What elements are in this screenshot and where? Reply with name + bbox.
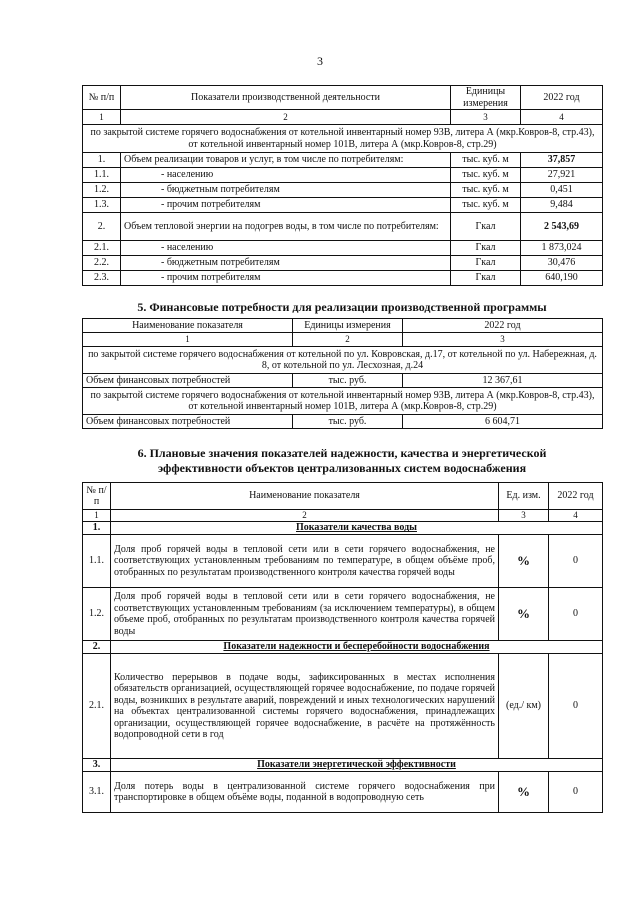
header-unit: Ед. изм. bbox=[499, 483, 549, 510]
group-header-row bbox=[83, 522, 603, 535]
row-value: 0 bbox=[549, 772, 603, 813]
row-unit: % bbox=[499, 588, 549, 641]
table-row bbox=[83, 271, 603, 286]
row-value: 0 bbox=[549, 654, 603, 759]
table-row bbox=[83, 772, 603, 813]
scope-text: по закрытой системе горячего водоснабжения от котельной инвентарный номер 93В, литера А (мкр.Ковров-8, стр.43), от котельной инвентарный номер 101В, литера А (мкр.Ковров-8, стр.29) bbox=[83, 125, 603, 153]
header-name: Наименование показателя bbox=[111, 483, 499, 510]
header-year: 2022 год bbox=[521, 86, 603, 110]
row-num: 1.3. bbox=[83, 198, 121, 213]
colnum: 1 bbox=[83, 333, 293, 347]
row-num: 2.1. bbox=[83, 654, 111, 759]
group-header-row bbox=[83, 759, 603, 772]
table-row bbox=[83, 256, 603, 271]
row-text: Доля проб горячей воды в тепловой сети или в сети горячего водоснабжения, не соответствующих установленным требованиям по температуре, в общем объёме проб, отобранных по результатам производственного контроля качества горячей воды bbox=[111, 535, 499, 588]
table-header-row bbox=[83, 86, 603, 110]
row-unit: % bbox=[499, 772, 549, 813]
section5-title: 5. Финансовые потребности для реализации производственной программы bbox=[137, 300, 547, 314]
table-row bbox=[83, 153, 603, 168]
colnum: 3 bbox=[499, 510, 549, 522]
table-row bbox=[83, 241, 603, 256]
row-unit: (ед./ км) bbox=[499, 654, 549, 759]
row-unit: тыс. куб. м bbox=[451, 153, 521, 168]
row-unit: тыс. куб. м bbox=[451, 183, 521, 198]
table-row bbox=[83, 183, 603, 198]
page-number: 3 bbox=[317, 54, 323, 68]
table-row bbox=[83, 198, 603, 213]
table-row bbox=[83, 415, 603, 429]
row-value: 2 543,69 bbox=[521, 213, 603, 241]
row-name: Объем реализации товаров и услуг, в том числе по потребителям: bbox=[121, 153, 451, 168]
scope-text: по закрытой системе горячего водоснабжения от котельной инвентарный номер 93В, литера А (мкр.Ковров-8, стр.43), от котельной инвентарный номер 101В, литера А (мкр.Ковров-8, стр.29) bbox=[83, 388, 603, 415]
column-number-row bbox=[83, 110, 603, 125]
header-year: 2022 год bbox=[549, 483, 603, 510]
header-name: Показатели производственной деятельности bbox=[121, 86, 451, 110]
row-value: 12 367,61 bbox=[403, 374, 603, 388]
row-unit: Гкал bbox=[451, 256, 521, 271]
table-header-row bbox=[83, 483, 603, 510]
header-num: № п/п bbox=[83, 483, 111, 510]
row-name: - населению bbox=[121, 241, 451, 256]
row-value: 0 bbox=[549, 535, 603, 588]
table-row bbox=[83, 374, 603, 388]
row-num: 2. bbox=[83, 213, 121, 241]
reliability-indicators-table bbox=[82, 482, 603, 813]
row-unit: тыс. куб. м bbox=[451, 168, 521, 183]
row-name: - бюджетным потребителям bbox=[121, 256, 451, 271]
colnum: 3 bbox=[451, 110, 521, 125]
row-unit: тыс. куб. м bbox=[451, 198, 521, 213]
row-text: Доля потерь воды в централизованной системе горячего водоснабжения при транспортировке в общем объёме воды, поданной в водопроводную сеть bbox=[111, 772, 499, 813]
row-text: Доля проб горячей воды в тепловой сети или в сети горячего водоснабжения, не соответствующих установленным требованиям (за исключением температуры), в общем объеме проб, отобранных по результатам производственного контроля качества горячей воды bbox=[111, 588, 499, 641]
row-value: 27,921 bbox=[521, 168, 603, 183]
production-indicators-table bbox=[82, 85, 603, 286]
row-value: 640,190 bbox=[521, 271, 603, 286]
group-num: 1. bbox=[83, 522, 111, 535]
header-name: Наименование показателя bbox=[83, 319, 293, 333]
row-num: 1.2. bbox=[83, 588, 111, 641]
row-unit: % bbox=[499, 535, 549, 588]
header-unit: Единицы измерения bbox=[451, 86, 521, 110]
colnum: 2 bbox=[111, 510, 499, 522]
column-number-row bbox=[83, 510, 603, 522]
scope-row bbox=[83, 125, 603, 153]
row-value: 9,484 bbox=[521, 198, 603, 213]
section6-title-line1: 6. Плановые значения показателей надежности, качества и энергетической bbox=[137, 446, 547, 460]
colnum: 2 bbox=[121, 110, 451, 125]
row-value: 6 604,71 bbox=[403, 415, 603, 429]
row-num: 1.2. bbox=[83, 183, 121, 198]
table-row bbox=[83, 654, 603, 759]
row-name: Объем тепловой энергии на подогрев воды, в том числе по потребителям: bbox=[121, 213, 451, 241]
header-num: № п/п bbox=[83, 86, 121, 110]
row-unit: Гкал bbox=[451, 241, 521, 256]
column-number-row bbox=[83, 333, 603, 347]
row-name: - прочим потребителям bbox=[121, 271, 451, 286]
row-value: 1 873,024 bbox=[521, 241, 603, 256]
row-value: 0 bbox=[549, 588, 603, 641]
row-unit: Гкал bbox=[451, 271, 521, 286]
row-unit: Гкал bbox=[451, 213, 521, 241]
row-num: 2.3. bbox=[83, 271, 121, 286]
row-unit: тыс. руб. bbox=[293, 415, 403, 429]
colnum: 1 bbox=[83, 110, 121, 125]
table-row bbox=[83, 588, 603, 641]
group-title: Показатели энергетической эффективности bbox=[111, 759, 603, 772]
row-name: - бюджетным потребителям bbox=[121, 183, 451, 198]
row-unit: тыс. руб. bbox=[293, 374, 403, 388]
section6-title-line2: эффективности объектов централизованных систем водоснабжения bbox=[157, 461, 527, 475]
group-header-row bbox=[83, 641, 603, 654]
row-name: Объем финансовых потребностей bbox=[83, 374, 293, 388]
row-text: Количество перерывов в подаче воды, зафиксированных в местах исполнения обязательств организацией, осуществляющей горячее водоснабжение, по подаче горячей воды, возникших в результате аварий, повреждений и иных технологических нарушений на объектах централизованной системы горячего водоснабжения, принадлежащих организации, осуществляющей горячее водоснабжение, в расчёте на протяжённость водопроводной сети в год bbox=[111, 654, 499, 759]
colnum: 1 bbox=[83, 510, 111, 522]
colnum: 3 bbox=[403, 333, 603, 347]
scope-row bbox=[83, 388, 603, 415]
table-header-row bbox=[83, 319, 603, 333]
table-row bbox=[83, 168, 603, 183]
colnum: 4 bbox=[521, 110, 603, 125]
scope-row bbox=[83, 347, 603, 374]
group-title: Показатели качества воды bbox=[111, 522, 603, 535]
header-unit: Единицы измерения bbox=[293, 319, 403, 333]
row-name: - населению bbox=[121, 168, 451, 183]
row-value: 37,857 bbox=[521, 153, 603, 168]
row-name: - прочим потребителям bbox=[121, 198, 451, 213]
row-value: 30,476 bbox=[521, 256, 603, 271]
row-num: 2.2. bbox=[83, 256, 121, 271]
section6-title bbox=[82, 446, 602, 476]
group-num: 2. bbox=[83, 641, 111, 654]
financial-needs-table bbox=[82, 318, 603, 429]
colnum: 2 bbox=[293, 333, 403, 347]
row-num: 3.1. bbox=[83, 772, 111, 813]
row-num: 1. bbox=[83, 153, 121, 168]
table-row bbox=[83, 213, 603, 241]
scope-text: по закрытой системе горячего водоснабжения от котельной по ул. Ковровская, д.17, от котельной по ул. Набережная, д. 8, от котельной по ул. Лесхозная, д.24 bbox=[83, 347, 603, 374]
table-row bbox=[83, 535, 603, 588]
group-num: 3. bbox=[83, 759, 111, 772]
group-title: Показатели надежности и бесперебойности водоснабжения bbox=[111, 641, 603, 654]
header-year: 2022 год bbox=[403, 319, 603, 333]
row-num: 2.1. bbox=[83, 241, 121, 256]
row-num: 1.1. bbox=[83, 535, 111, 588]
row-value: 0,451 bbox=[521, 183, 603, 198]
row-name: Объем финансовых потребностей bbox=[83, 415, 293, 429]
row-num: 1.1. bbox=[83, 168, 121, 183]
colnum: 4 bbox=[549, 510, 603, 522]
